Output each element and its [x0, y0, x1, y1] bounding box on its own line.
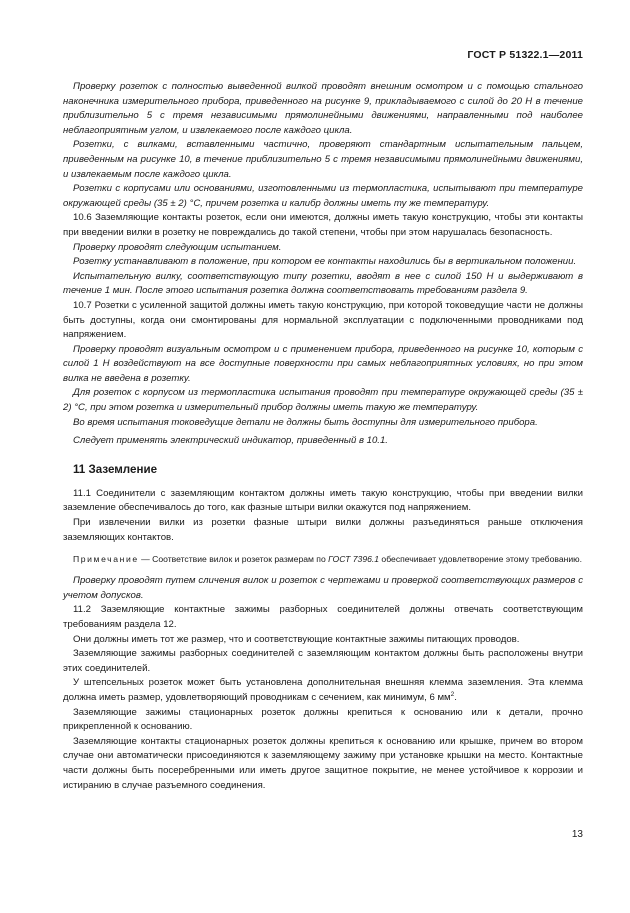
paragraph-10-7: 10.7 Розетки с усиленной защитой должны иметь такую конструкцию, при которой токоведущие части не должны быть доступны, когда они смонтированы для нормальной эксплуатации с подключенными проводниками под напряжением.: [63, 299, 583, 341]
document-body: [63, 80, 583, 793]
paragraph-indicator: Следует применять электрический индикатор, приведенный в 10.1.: [73, 435, 388, 447]
note-reference: ГОСТ 7396.1: [328, 554, 380, 565]
external-terminal-text: У штепсельных розеток может быть установлена дополнительная внешняя клемма заземления. Эта клемма должна иметь размер, удовлетворяющий проводникам с сечением, как минимум, 6 мм: [63, 677, 583, 703]
note-label: Примечание: [73, 554, 139, 565]
paragraph-10-6: 10.6 Заземляющие контакты розеток, если они имеются, должны иметь такую конструкцию, чтобы эти контакты при введении вилки в розетку не повреждались до такой степени, чтобы при этом нарушалась безопасность.: [63, 212, 583, 238]
paragraph-test-plug-partial: Розетки, с вилками, вставленными частично, проверяют стандартным испытательным пальцем, приведенным на рисунке 10, в течение приблизительно 5 с тремя независимыми прямолинейными движениями, и извлекаемым после каждого цикла.: [63, 139, 583, 180]
paragraph-test-plug-force: Испытательную вилку, соответствующую типу розетки, вводят в нее с силой 150 Н и выдерживают в течение 1 мин. После этого испытания розетка должна соответствовать требованиям раздела 9.: [63, 270, 583, 297]
section-title: 11 Заземление: [73, 462, 158, 476]
paragraph-plug-removal: При извлечении вилки из розетки фазные штыри вилки должны разъединяться раньше отключения заземляющих контактов.: [63, 517, 583, 543]
paragraph-terminals-inside: Заземляющие зажимы разборных соединителей с заземляющим контактом должны быть расположены внутри этих соединителей.: [63, 648, 583, 674]
paragraph-socket-position: Розетку устанавливают в положение, при котором ее контакты находились бы в вертикальном положении.: [73, 256, 577, 268]
note-rest: обеспечивает удовлетворение этому требованию.: [379, 554, 582, 565]
paragraph-11-1: 11.1 Соединители с заземляющим контактом должны иметь такую конструкцию, чтобы при введении вилки заземление обеспечивалось до того, как фазные штыри вилки окажутся под напряжением.: [63, 487, 583, 514]
paragraph-same-size: Они должны иметь тот же размер, что и соответствующие контактные зажимы питающих проводов.: [73, 633, 520, 645]
standard-header: ГОСТ Р 51322.1—2011: [467, 49, 583, 61]
paragraph-visual-inspection: Проверку проводят визуальным осмотром и с применением прибора, приведенного на рисунке 10, которым с силой 1 Н воздействуют на все доступные поверхности при самых неблагоприятных условиях, но при этом вилка не введена в розетку.: [63, 343, 583, 384]
paragraph-test-procedure: Проверку проводят следующим испытанием.: [73, 241, 282, 253]
paragraph-test-plug-removed: Проверку розеток с полностью выведенной вилкой проводят внешним осмотром и с помощью стального наконечника измерительного прибора, приведенного на рисунке 9, прикладываемого с силой до 20 Н в течение приблизительно 5 с тремя независимыми прямолинейными движениями, направленными под наиболее неблагоприятным углом, и извлекаемого после каждого цикла.: [63, 81, 583, 136]
note: [63, 553, 583, 566]
paragraph-dimension-check: Проверку проводят путем сличения вилок и розеток с чертежами и проверкой соответствующих размеров с учетом допусков.: [63, 575, 583, 601]
paragraph-live-parts: Во время испытания токоведущие детали не должны быть доступны для измерительного прибора.: [73, 416, 538, 428]
superscript-2: 2: [450, 690, 455, 698]
period: .: [454, 691, 457, 703]
paragraph-external-terminal: [63, 676, 583, 705]
note-dash: — Соответствие вилок и розеток размерам по: [138, 554, 329, 565]
page-number: 13: [571, 829, 583, 840]
paragraph-thermoplastic-housing: Для розеток с корпусом из термопластика испытания проводят при температуре окружающей среды (35 ± 2) °С, при этом розетка и измерительный прибор должны иметь такую же температуру.: [63, 387, 583, 414]
paragraph-fixed-contacts: Заземляющие контакты стационарных розеток должны крепиться к основанию или крышке, причем во втором случае они автоматически присоединяются к заземляющему зажиму при установке крышки на место. Контактные части должны быть посеребренными или иметь другое защитное покрытие, не менее устойчивое к коррозии и истиранию в случае разъемного соединения.: [63, 735, 583, 791]
paragraph-11-2: 11.2 Заземляющие контактные зажимы разборных соединителей должны отвечать соответствующим требованиям раздела 12.: [63, 604, 583, 630]
paragraph-fixed-terminals: Заземляющие зажимы стационарных розеток должны крепиться к основанию или к детали, прочно прикрепленной к основанию.: [63, 706, 583, 733]
paragraph-thermoplastic-test: Розетки с корпусами или основаниями, изготовленными из термопластика, испытывают при температуре окружающей среды (35 ± 2) °С, причем розетка и калибр должны иметь ту же температуру.: [63, 183, 583, 209]
